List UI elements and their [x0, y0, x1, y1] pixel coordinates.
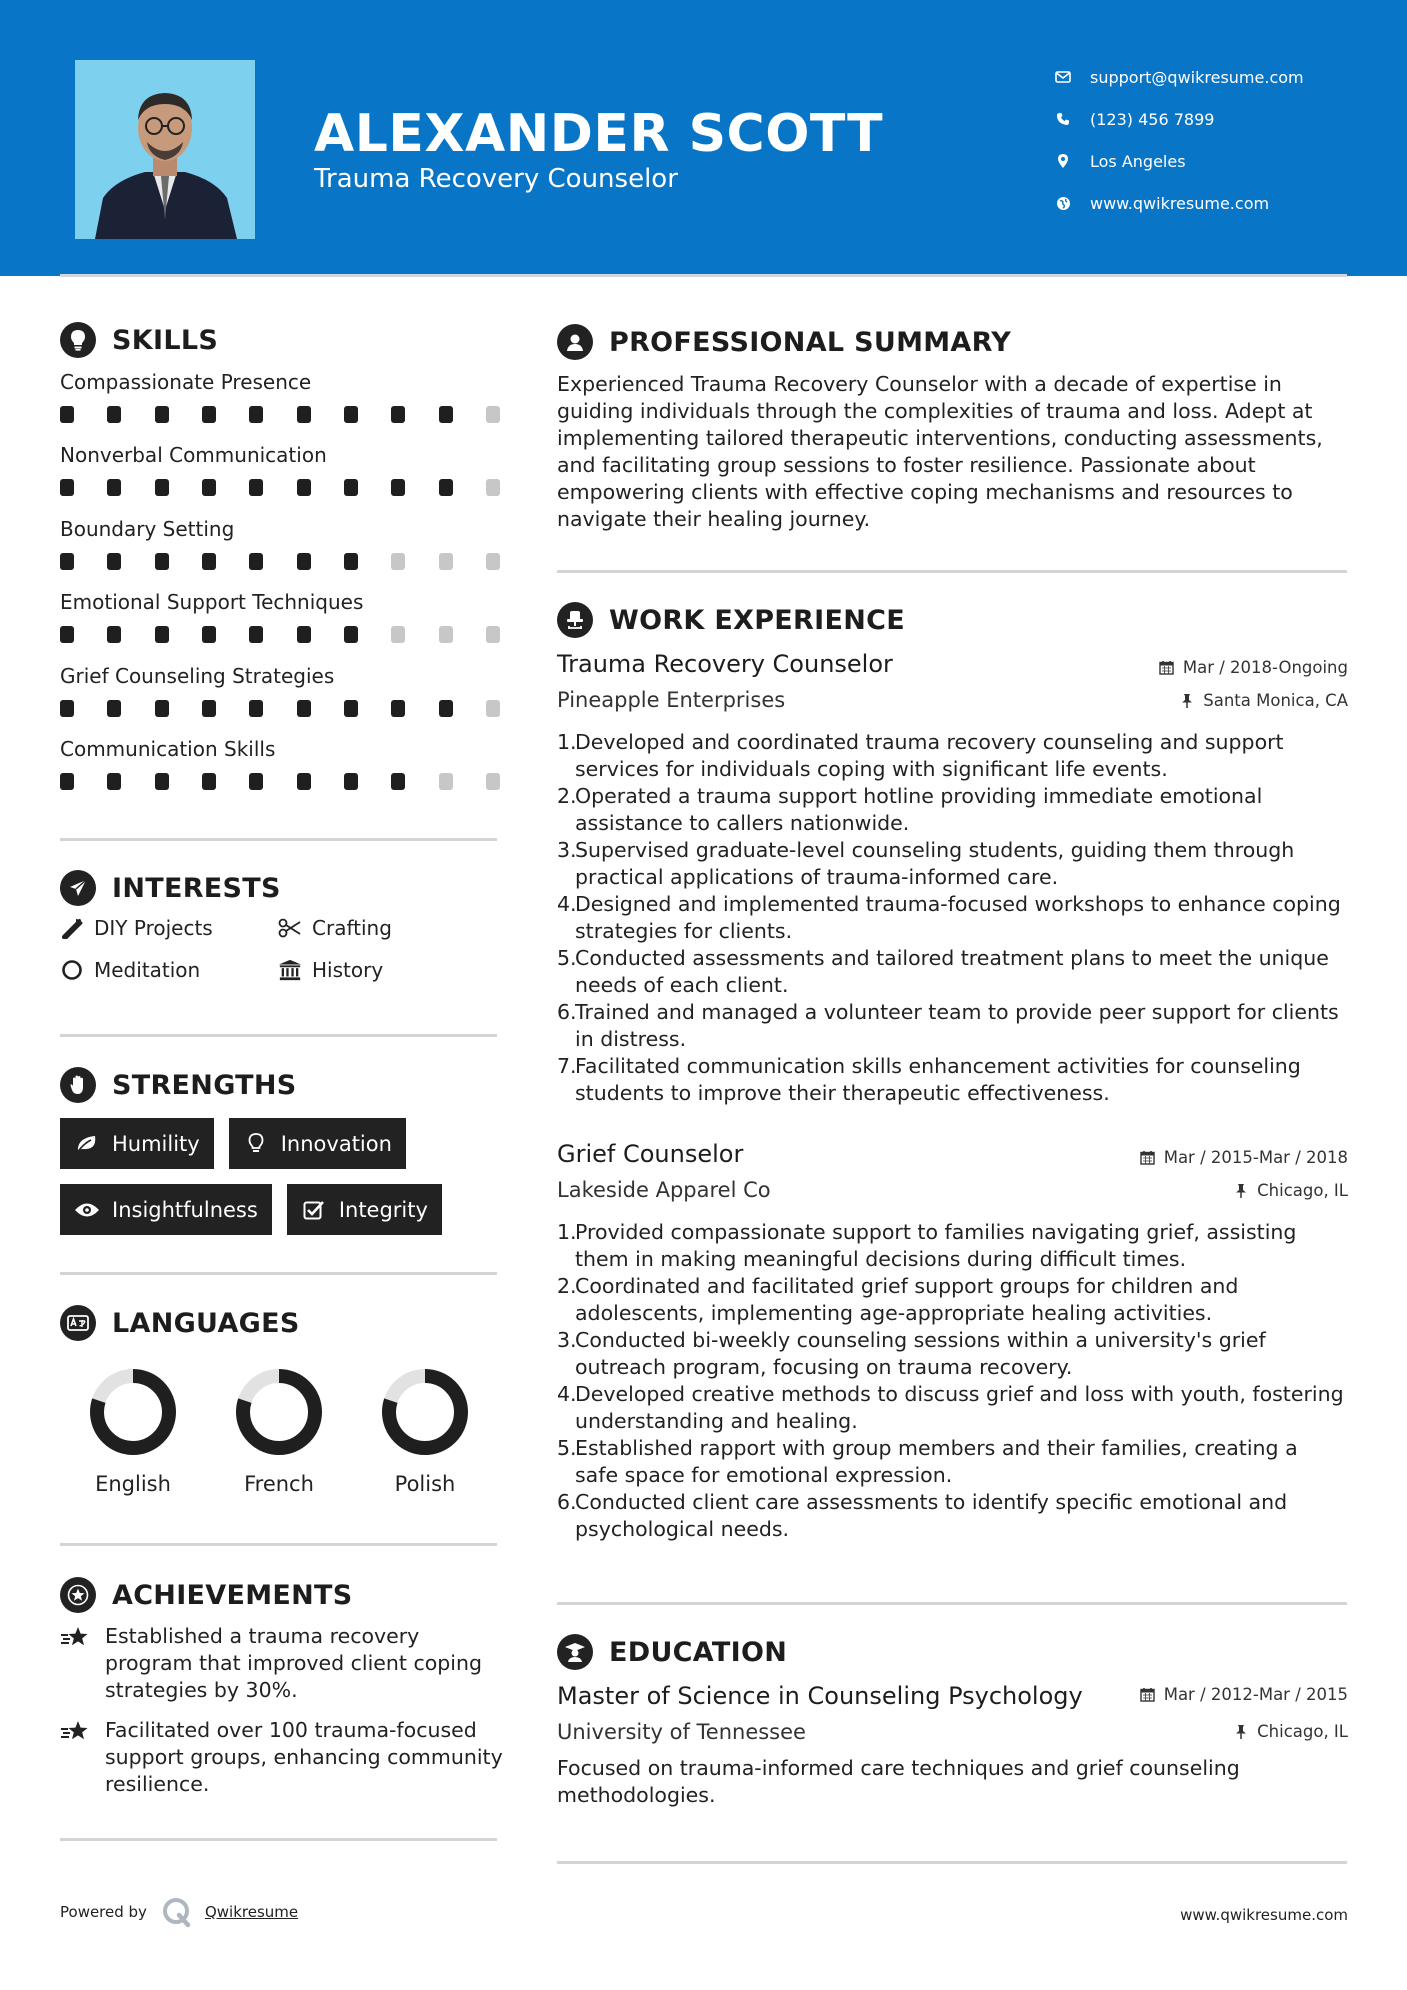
circle-icon: [60, 958, 84, 982]
rating-dot-empty: [439, 773, 453, 790]
interest-label: History: [312, 958, 384, 982]
skill-item: [60, 737, 500, 810]
calendar-icon: [1159, 660, 1175, 676]
rating-dot-empty: [486, 626, 500, 643]
globe-icon: [1054, 194, 1072, 212]
responsibility-text: Coordinated and facilitated grief support groups for children and adolescents, implementing age-appropriate healing activities.: [575, 1274, 1239, 1325]
responsibility-item: [557, 1327, 1347, 1381]
pushpin-icon: [1179, 693, 1195, 709]
strength-label: Integrity: [338, 1197, 428, 1222]
achievements-divider: [60, 1838, 497, 1841]
responsibility-text: Provided compassionate support to families navigating grief, assisting them in making meaningful decisions during difficult times.: [575, 1220, 1297, 1271]
rating-dot-filled: [297, 553, 311, 570]
item-number: 3.: [557, 1328, 577, 1352]
skill-item: [60, 370, 500, 443]
user-icon: [557, 324, 593, 360]
resume-header: [0, 0, 1407, 276]
qwikresume-link[interactable]: Qwikresume: [204, 1903, 299, 1921]
rating-dot-filled: [60, 773, 74, 790]
responsibility-item: [557, 1489, 1347, 1543]
skill-item: [60, 517, 500, 590]
skill-item: [60, 664, 500, 737]
rating-dot-filled: [439, 479, 453, 496]
strength-chip: [287, 1184, 442, 1235]
rating-dot-filled: [391, 773, 405, 790]
pushpin-icon: [1233, 1183, 1249, 1199]
responsibility-text: Conducted client care assessments to identify specific emotional and psychological needs.: [575, 1490, 1288, 1541]
rating-dot-filled: [202, 626, 216, 643]
rating-dot-filled: [202, 773, 216, 790]
responsibility-text: Trained and managed a volunteer team to provide peer support for clients in distress.: [575, 1000, 1339, 1051]
item-number: 6.: [557, 1490, 577, 1514]
rating-dot-filled: [344, 773, 358, 790]
candidate-role: Trauma Recovery Counselor: [314, 164, 678, 194]
rating-dot-filled: [344, 700, 358, 717]
calendar-icon: [1140, 1687, 1156, 1703]
rating-dot-empty: [486, 406, 500, 423]
item-number: 4.: [557, 1382, 577, 1406]
rating-dot-filled: [249, 479, 263, 496]
item-number: 7.: [557, 1054, 577, 1078]
language-name: French: [244, 1472, 314, 1496]
summary-divider: [557, 570, 1347, 573]
education-title: EDUCATION: [609, 1636, 788, 1668]
job-responsibilities: [557, 1219, 1347, 1543]
rating-dot-filled: [155, 479, 169, 496]
strength-chip: [60, 1118, 214, 1169]
raised-hand-icon: [60, 1067, 96, 1103]
lightbulb-icon: [243, 1133, 269, 1155]
profile-photo: [75, 60, 255, 239]
contact-email-text: support@qwikresume.com: [1090, 67, 1304, 87]
header-divider: [60, 274, 1347, 277]
office-chair-icon: [557, 602, 593, 638]
interest-item: [60, 958, 278, 982]
responsibility-text: Conducted assessments and tailored treatment plans to meet the unique needs of each client.: [575, 946, 1329, 997]
skill-rating: [60, 700, 500, 717]
responsibility-text: Supervised graduate-level counseling students, guiding them through practical applications of trauma-informed care.: [575, 838, 1295, 889]
rating-dot-filled: [155, 406, 169, 423]
education-dates-text: Mar / 2012-Mar / 2015: [1163, 1685, 1348, 1704]
rating-dot-filled: [439, 406, 453, 423]
strength-chip: [60, 1184, 272, 1235]
languages-divider: [60, 1543, 497, 1546]
rating-dot-filled: [60, 700, 74, 717]
skills-divider: [60, 838, 497, 841]
calendar-icon: [1140, 1150, 1156, 1166]
education-heading: [557, 1634, 787, 1670]
language-name: Polish: [394, 1472, 456, 1496]
achievement-text: Established a trauma recovery program that improved client coping strategies by 30%.: [105, 1624, 482, 1702]
skill-name: Boundary Setting: [60, 516, 235, 541]
star-icon: [60, 1625, 90, 1653]
job-location-text: Chicago, IL: [1257, 1181, 1348, 1200]
achievements-heading: [60, 1577, 353, 1613]
education-dates: [1140, 1685, 1348, 1704]
footer-website[interactable]: www.qwikresume.com: [1180, 1906, 1348, 1924]
graduate-icon: [557, 1634, 593, 1670]
powered-by: [60, 1896, 298, 1928]
star-icon: [60, 1719, 90, 1747]
item-number: 1.: [557, 730, 577, 754]
strengths-heading: [60, 1067, 297, 1103]
map-pin-icon: [1054, 152, 1072, 170]
rating-dot-filled: [249, 553, 263, 570]
responsibility-text: Operated a trauma support hotline providing immediate emotional assistance to callers nationwide.: [575, 784, 1263, 835]
rating-dot-filled: [344, 626, 358, 643]
language-item: [60, 1367, 206, 1496]
contact-email[interactable]: [1054, 56, 1304, 98]
experience-title: WORK EXPERIENCE: [609, 604, 905, 636]
rating-dot-filled: [391, 479, 405, 496]
rating-dot-filled: [107, 626, 121, 643]
languages-title: LANGUAGES: [112, 1307, 300, 1339]
responsibility-item: [557, 837, 1347, 891]
rating-dot-filled: [202, 479, 216, 496]
item-number: 2.: [557, 784, 577, 808]
job-dates-text: Mar / 2015-Mar / 2018: [1163, 1148, 1348, 1167]
responsibility-item: [557, 891, 1347, 945]
star-badge-icon: [60, 1577, 96, 1613]
rating-dot-filled: [249, 773, 263, 790]
summary-title: PROFESSIONAL SUMMARY: [609, 326, 1012, 358]
interests-heading: [60, 870, 281, 906]
item-number: 2.: [557, 1274, 577, 1298]
skill-rating: [60, 773, 500, 790]
achievement-item: [60, 1623, 505, 1704]
languages-heading: [60, 1305, 300, 1341]
job-location: [1233, 1181, 1348, 1200]
lightbulb-icon: [60, 322, 96, 358]
skill-name: Communication Skills: [60, 736, 276, 761]
interests-title: INTERESTS: [112, 872, 281, 904]
envelope-icon: [1054, 68, 1072, 86]
interest-label: Crafting: [312, 916, 392, 940]
phone-icon: [1054, 110, 1072, 128]
pushpin-icon: [1233, 1724, 1249, 1740]
strengths-title: STRENGTHS: [112, 1069, 297, 1101]
rating-dot-filled: [297, 406, 311, 423]
rating-dot-filled: [60, 479, 74, 496]
interest-item: [278, 916, 496, 940]
item-number: 1.: [557, 1220, 577, 1244]
responsibility-text: Developed creative methods to discuss grief and loss with youth, fostering understanding and healing.: [575, 1382, 1344, 1433]
skill-name: Compassionate Presence: [60, 370, 312, 394]
job-dates: [1159, 658, 1348, 677]
rating-dot-filled: [202, 406, 216, 423]
strengths-list: [60, 1118, 510, 1235]
rating-dot-empty: [439, 553, 453, 570]
skill-item: [60, 443, 500, 516]
rating-dot-filled: [249, 626, 263, 643]
achievement-item: [60, 1717, 505, 1798]
rating-dot-filled: [344, 479, 358, 496]
responsibility-text: Developed and coordinated trauma recovery counseling and support services for individuals coping with significant life events.: [575, 730, 1284, 781]
experience-heading: [557, 602, 905, 638]
rating-dot-filled: [155, 773, 169, 790]
item-number: 6.: [557, 1000, 577, 1024]
responsibility-text: Conducted bi-weekly counseling sessions within a university's grief outreach program, focusing on trauma recovery.: [575, 1328, 1266, 1379]
rating-dot-empty: [486, 700, 500, 717]
skill-name: Emotional Support Techniques: [60, 590, 364, 615]
rating-dot-filled: [249, 406, 263, 423]
contact-location-text: Los Angeles: [1090, 151, 1186, 171]
rating-dot-empty: [391, 553, 405, 570]
museum-icon: [278, 958, 302, 982]
responsibility-item: [557, 999, 1347, 1053]
check-square-icon: [301, 1199, 327, 1221]
rating-dot-filled: [439, 700, 453, 717]
education-description: Focused on trauma-informed care techniques and grief counseling methodologies.: [557, 1756, 1240, 1807]
responsibility-text: Designed and implemented trauma-focused workshops to enhance coping strategies for clients.: [575, 892, 1341, 943]
rating-dot-filled: [155, 553, 169, 570]
achievements-title: ACHIEVEMENTS: [112, 1579, 353, 1611]
paper-plane-icon: [60, 870, 96, 906]
rating-dot-filled: [344, 553, 358, 570]
skill-rating: [60, 406, 500, 423]
interest-item: [278, 958, 496, 982]
language-name: English: [95, 1472, 171, 1496]
strength-label: Insightfulness: [112, 1197, 258, 1222]
contact-list: [1054, 56, 1304, 224]
responsibility-item: [557, 729, 1347, 783]
responsibility-item: [557, 1381, 1347, 1435]
rating-dot-filled: [297, 479, 311, 496]
summary-heading: [557, 324, 1011, 360]
skill-item: [60, 590, 500, 663]
skills-heading: [60, 322, 218, 358]
candidate-name: ALEXANDER SCOTT: [314, 104, 884, 164]
education-divider: [557, 1861, 1347, 1864]
wrench-icon: [60, 916, 84, 940]
rating-dot-filled: [202, 700, 216, 717]
rating-dot-filled: [297, 626, 311, 643]
interests-list: [60, 916, 500, 982]
job-dates-text: Mar / 2018-Ongoing: [1182, 658, 1348, 677]
interest-label: Meditation: [94, 958, 201, 982]
skill-name: Nonverbal Communication: [60, 443, 327, 468]
item-number: 4.: [557, 892, 577, 916]
contact-phone-text: (123) 456 7899: [1090, 109, 1215, 129]
strength-label: Innovation: [280, 1131, 392, 1156]
rating-dot-filled: [202, 553, 216, 570]
item-number: 5.: [557, 1436, 577, 1460]
job-dates: [1140, 1148, 1348, 1167]
job-company: Lakeside Apparel Co: [557, 1178, 771, 1202]
rating-dot-filled: [297, 700, 311, 717]
responsibility-item: [557, 1053, 1347, 1107]
rating-dot-filled: [391, 700, 405, 717]
rating-dot-filled: [60, 553, 74, 570]
contact-location: [1054, 140, 1304, 182]
responsibility-item: [557, 1273, 1347, 1327]
job-responsibilities: [557, 729, 1347, 1107]
language-proficiency-ring: [380, 1367, 470, 1457]
rating-dot-filled: [297, 773, 311, 790]
qwikresume-logo-icon: [161, 1896, 193, 1928]
rating-dot-empty: [439, 626, 453, 643]
job-location: [1179, 691, 1348, 710]
responsibility-item: [557, 783, 1347, 837]
job-title: Trauma Recovery Counselor: [557, 650, 893, 678]
rating-dot-filled: [107, 773, 121, 790]
rating-dot-empty: [391, 626, 405, 643]
job-company: Pineapple Enterprises: [557, 688, 786, 712]
rating-dot-filled: [107, 700, 121, 717]
rating-dot-filled: [249, 700, 263, 717]
job-title: Grief Counselor: [557, 1140, 744, 1168]
contact-website[interactable]: [1054, 182, 1304, 224]
rating-dot-filled: [60, 626, 74, 643]
rating-dot-empty: [486, 773, 500, 790]
rating-dot-empty: [486, 479, 500, 496]
skills-list: [60, 370, 500, 810]
responsibility-item: [557, 1435, 1347, 1489]
responsibility-text: Established rapport with group members and their families, creating a safe space for emotional expression.: [575, 1436, 1298, 1487]
rating-dot-filled: [107, 406, 121, 423]
leaf-icon: [74, 1133, 100, 1155]
summary-text: Experienced Trauma Recovery Counselor with a decade of expertise in guiding individuals through the complexities of trauma and loss. Adept at implementing tailored therapeutic interventions, conducting assessments, and facilitating group sessions to foster resilience. Passionate about empowering clients with effective coping mechanisms and resources to navigate their healing journey.: [557, 372, 1323, 531]
contact-phone[interactable]: [1054, 98, 1304, 140]
scissors-icon: [278, 916, 302, 940]
item-number: 5.: [557, 946, 577, 970]
interest-label: DIY Projects: [94, 916, 213, 940]
rating-dot-filled: [155, 700, 169, 717]
rating-dot-filled: [107, 479, 121, 496]
rating-dot-filled: [391, 406, 405, 423]
school-name: University of Tennessee: [557, 1720, 806, 1744]
responsibility-item: [557, 1219, 1347, 1273]
experience-divider: [557, 1602, 1347, 1605]
interest-item: [60, 916, 278, 940]
interests-divider: [60, 1034, 497, 1037]
rating-dot-filled: [60, 406, 74, 423]
rating-dot-filled: [107, 553, 121, 570]
rating-dot-empty: [486, 553, 500, 570]
skill-rating: [60, 479, 500, 496]
language-proficiency-ring: [88, 1367, 178, 1457]
achievement-text: Facilitated over 100 trauma-focused support groups, enhancing community resilience.: [105, 1718, 503, 1796]
skill-name: Grief Counseling Strategies: [60, 663, 335, 688]
strengths-divider: [60, 1272, 497, 1275]
skill-rating: [60, 553, 500, 570]
degree-title: Master of Science in Counseling Psychology: [557, 1682, 1083, 1710]
skill-rating: [60, 626, 500, 643]
item-number: 3.: [557, 838, 577, 862]
language-item: [352, 1367, 498, 1496]
language-icon: [60, 1305, 96, 1341]
powered-by-label: Powered by: [60, 1903, 147, 1921]
responsibility-item: [557, 945, 1347, 999]
rating-dot-filled: [155, 626, 169, 643]
strength-label: Humility: [112, 1131, 200, 1156]
job-location-text: Santa Monica, CA: [1203, 691, 1348, 710]
contact-website-text: www.qwikresume.com: [1090, 193, 1270, 213]
education-location-text: Chicago, IL: [1257, 1722, 1348, 1741]
language-proficiency-ring: [234, 1367, 324, 1457]
education-location: [1233, 1722, 1348, 1741]
strength-chip: [229, 1118, 406, 1169]
eye-icon: [74, 1199, 100, 1221]
rating-dot-filled: [344, 406, 358, 423]
language-item: [206, 1367, 352, 1496]
responsibility-text: Facilitated communication skills enhancement activities for counseling students to improve their therapeutic effectiveness.: [575, 1054, 1301, 1105]
languages-list: [60, 1367, 510, 1496]
skills-title: SKILLS: [112, 324, 219, 356]
